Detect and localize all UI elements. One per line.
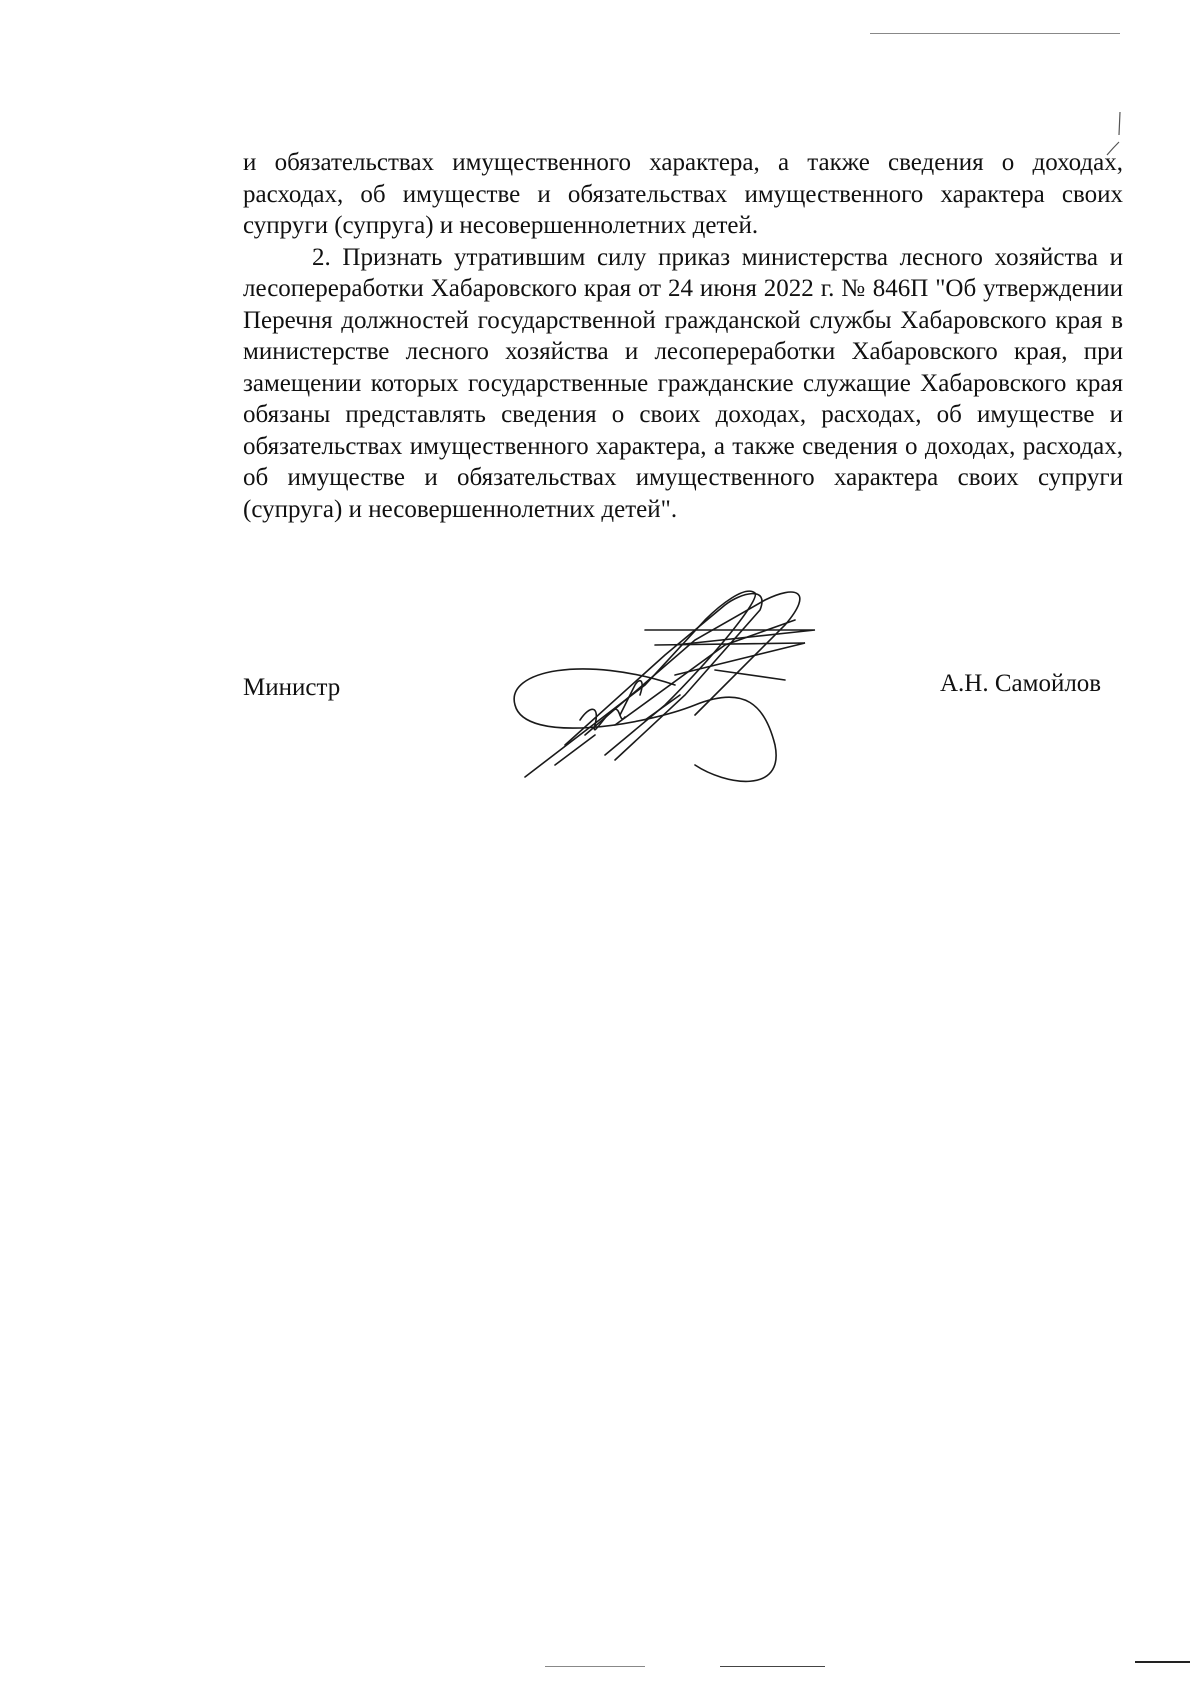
document-body (243, 147, 1123, 525)
scan-artifact-bottom-right (1135, 1661, 1190, 1663)
scan-artifact-top (870, 33, 1120, 34)
paragraph-continuation: и обязательствах имущественного характера, а также сведения о доходах, расходах, об имуществе и обязательствах имущественного характера своих супруги (супруга) и несовершеннолетних детей. (243, 149, 1123, 239)
signatory-position: Министр (243, 674, 341, 701)
signatory-name: А.Н. Самойлов (940, 670, 1102, 697)
paragraph-2: 2. Признать утратившим силу приказ министерства лесного хозяйства и лесопереработки Хабаровского края от 24 июня 2022 г. № 846П "Об утверждении Перечня должностей государственной гражданской службы Хабаровского края в министерстве лесного хозяйства и лесопереработки Хабаровского края, при замещении которых государственные гражданские служащие Хабаровского края обязаны представлять сведения о своих доходах, расходах, об имуществе и обязательствах имущественного характера, а также сведения о доходах, расходах, об имуществе и обязательствах имущественного характера своих супруги (супруга) и несовершеннолетних детей". (243, 243, 1123, 523)
scan-artifact-bottom-left (545, 1666, 645, 1667)
handwritten-signature (495, 585, 895, 805)
scan-artifact-bottom-mid (720, 1666, 825, 1667)
